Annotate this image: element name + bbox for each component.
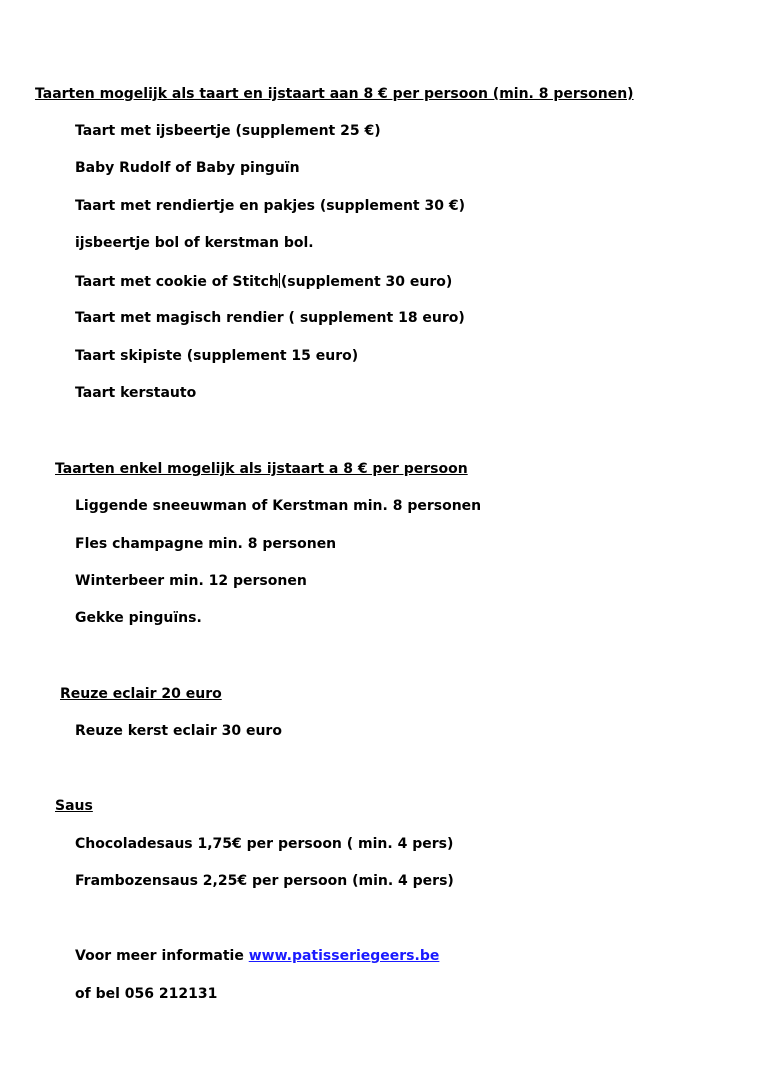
list-item: Reuze kerst eclair 30 euro <box>75 723 282 739</box>
list-item: Baby Rudolf of Baby pinguïn <box>75 160 300 176</box>
list-item: Frambozensaus 2,25€ per persoon (min. 4 pers) <box>75 873 454 889</box>
list-item: Gekke pinguïns. <box>75 610 202 626</box>
list-item: Liggende sneeuwman of Kerstman min. 8 personen <box>75 498 482 514</box>
list-item: Taart met rendiertje en pakjes (supplement 30 €) <box>75 198 465 214</box>
heading-taarten-en-ijstaart: Taarten mogelijk als taart en ijstaart aan 8 € per persoon (min. 8 personen) <box>35 86 634 102</box>
list-item: ijsbeertje bol of kerstman bol. <box>75 235 314 251</box>
list-item: Taart met magisch rendier ( supplement 18 euro) <box>75 310 465 326</box>
list-item: Taart skipiste (supplement 15 euro) <box>75 348 359 364</box>
list-item <box>75 273 452 290</box>
heading-saus: Saus <box>55 798 93 814</box>
contact-info-line <box>75 948 439 964</box>
list-item: Chocoladesaus 1,75€ per persoon ( min. 4 pers) <box>75 836 454 852</box>
heading-enkel-ijstaart: Taarten enkel mogelijk als ijstaart a 8 € per persoon <box>55 461 468 477</box>
contact-info-label: Voor meer informatie <box>75 948 249 964</box>
list-item: Taart kerstauto <box>75 385 197 401</box>
list-item-text-supplement: (supplement 30 euro) <box>280 274 453 290</box>
list-item: Winterbeer min. 12 personen <box>75 573 307 589</box>
text-cursor <box>279 273 280 288</box>
list-item: Fles champagne min. 8 personen <box>75 536 337 552</box>
contact-phone: of bel 056 212131 <box>75 986 218 1002</box>
list-item: Taart met ijsbeertje (supplement 25 €) <box>75 123 381 139</box>
list-item-text: Taart met cookie of Stitch <box>75 274 279 290</box>
website-link[interactable]: www.patisseriegeers.be <box>248 948 440 964</box>
heading-reuze-eclair: Reuze eclair 20 euro <box>60 686 222 702</box>
